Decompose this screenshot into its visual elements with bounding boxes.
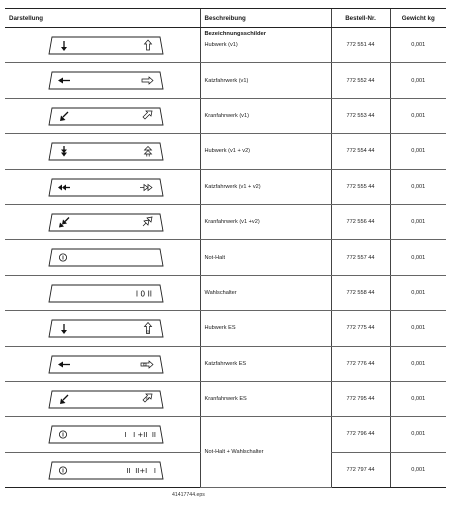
arrow-left-right-es-icon [48,355,164,374]
es-label: ES [146,329,150,334]
row-bestellnr: 772 796 44 [331,417,390,452]
row-gewicht: 0,001 [390,98,446,133]
table-row [5,63,446,98]
row-gewicht: 0,001 [390,134,446,169]
table-row [5,381,446,416]
section-title: Bezeichnungsschilder [204,31,267,37]
row-description: Katzfahrwerk ES [200,346,331,381]
plate-cell [5,134,200,169]
row-gewicht: 0,001 [390,311,446,346]
row-bestellnr: 772 797 44 [331,452,390,487]
row-description: Katzfahrwerk (v1 + v2) [200,169,331,204]
selector-switch-label: I 0 II [135,289,152,299]
row-description: Not-Halt [200,240,331,275]
row-description [200,28,331,63]
row-gewicht: 0,001 [390,381,446,416]
table-row [5,275,446,310]
double-arrow-left-right-icon [48,178,164,197]
row-bestellnr: 772 775 44 [331,311,390,346]
row-bestellnr: 772 554 44 [331,134,390,169]
row-description: Not-Halt + Wahlschalter [200,417,331,488]
switch-positions-label: I I +II II [124,431,156,440]
plate-cell [5,240,200,275]
emergency-stop-selector-icon [48,461,164,480]
plate-cell [5,63,200,98]
row-description: Kranfahrwerk ES [200,381,331,416]
plate-cell [5,275,200,310]
parts-table [5,8,446,488]
plate-cell [5,381,200,416]
row-gewicht: 0,001 [390,452,446,487]
emergency-stop-selector-icon [48,425,164,444]
table-row [5,311,446,346]
table-row [5,134,446,169]
plate-cell [5,346,200,381]
header-darstellung: Darstellung [5,9,200,28]
row-bestellnr: 772 553 44 [331,98,390,133]
plate-cell [5,311,200,346]
row-bestellnr: 772 556 44 [331,204,390,239]
table-row [5,98,446,133]
parts-table-page [5,8,446,488]
row-gewicht: 0,001 [390,417,446,452]
plate-cell [5,417,200,452]
row-bestellnr: 772 776 44 [331,346,390,381]
row-bestellnr: 772 557 44 [331,240,390,275]
header-beschreibung: Beschreibung [200,9,331,28]
table-row [5,204,446,239]
row-gewicht: 0,001 [390,275,446,310]
row-gewicht: 0,001 [390,28,446,63]
double-arrow-diagonal-icon [48,213,164,232]
table-row [5,28,446,63]
header-gewicht: Gewicht kg [390,9,446,28]
table-row [5,346,446,381]
row-gewicht: 0,001 [390,346,446,381]
arrow-diagonal-icon [48,107,164,126]
plate-cell [5,452,200,487]
row-description: Hubwerk (v1 + v2) [200,134,331,169]
es-label: ES [145,397,150,401]
emergency-stop-icon [48,248,164,267]
row-gewicht: 0,001 [390,63,446,98]
double-arrow-down-up-icon [48,142,164,161]
row-bestellnr: 772 551 44 [331,28,390,63]
row-bestellnr: 772 552 44 [331,63,390,98]
row-gewicht: 0,001 [390,204,446,239]
arrow-down-up-es-icon [48,319,164,338]
row-description: Katzfahrwerk (v1) [200,63,331,98]
row-description-text: Hubwerk (v1) [204,42,238,49]
figure-caption: 41417744.eps [172,492,205,498]
row-bestellnr: 772 555 44 [331,169,390,204]
row-description: Kranfahrwerk (v1) [200,98,331,133]
row-gewicht: 0,001 [390,169,446,204]
es-label: ES [143,362,147,367]
row-gewicht: 0,001 [390,240,446,275]
row-bestellnr: 772 558 44 [331,275,390,310]
table-row [5,240,446,275]
selector-switch-icon [48,284,164,303]
plate-cell [5,204,200,239]
row-description: Wahlschalter [200,275,331,310]
row-description: Kranfahrwerk (v1 +v2) [200,204,331,239]
switch-positions-label: II II+I I [126,466,156,475]
row-description: Hubwerk ES [200,311,331,346]
row-bestellnr: 772 795 44 [331,381,390,416]
table-row [5,417,446,452]
arrow-diagonal-es-icon [48,390,164,409]
arrow-left-right-icon [48,71,164,90]
plate-cell [5,98,200,133]
plate-cell [5,28,200,63]
table-row [5,169,446,204]
arrow-down-up-icon [48,36,164,55]
header-bestellnr: Bestell-Nr. [331,9,390,28]
plate-cell [5,169,200,204]
